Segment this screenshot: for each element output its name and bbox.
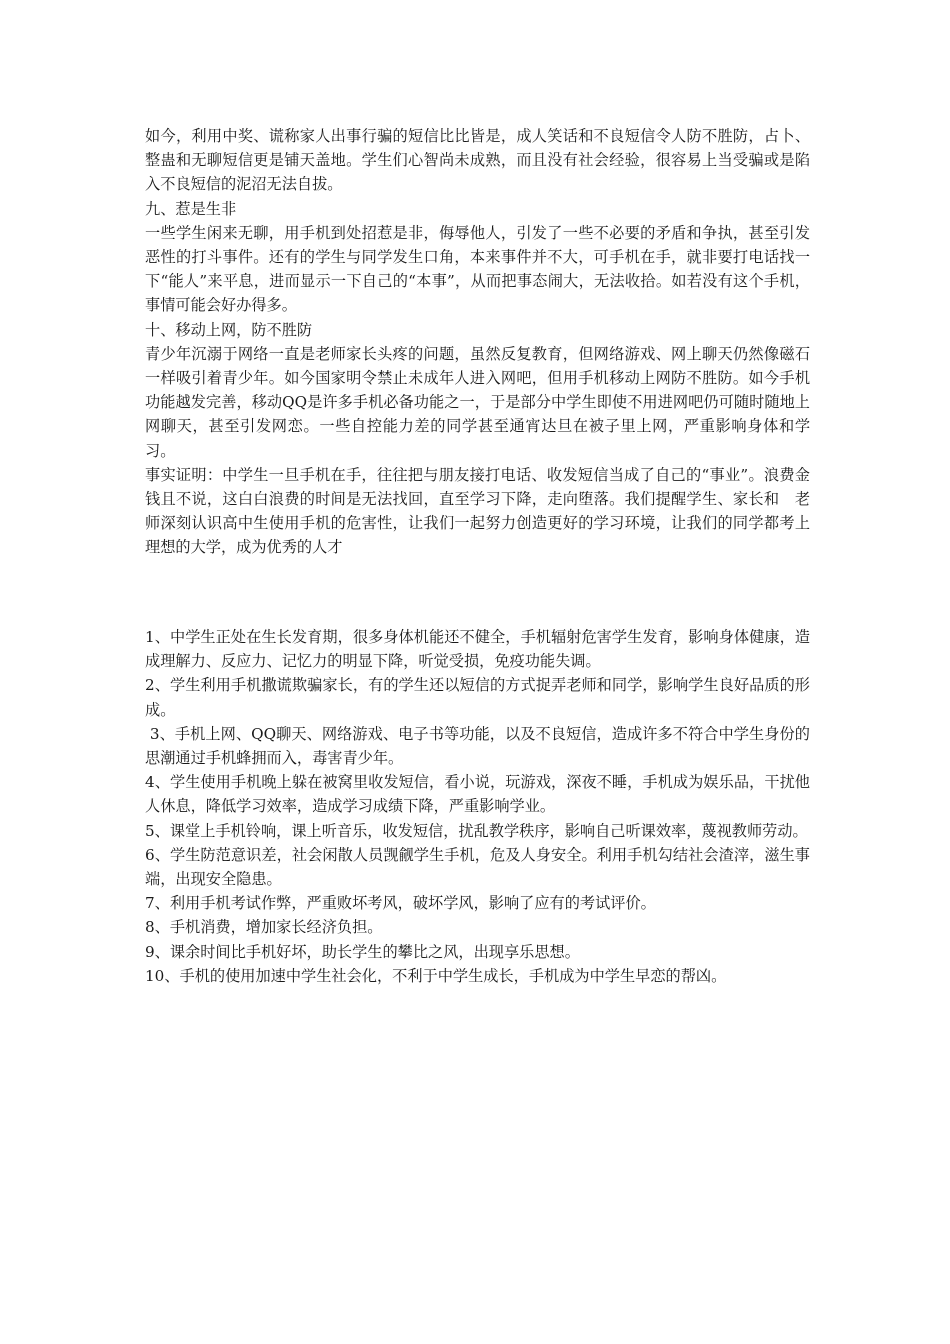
top-section (145, 124, 810, 560)
list-item: 4、学生使用手机晚上躲在被窝里收发短信，看小说，玩游戏，深夜不睡，手机成为娱乐品，干扰他人休息，降低学习效率，造成学习成绩下降，严重影响学业。 (145, 773, 810, 816)
list-item: 7、利用手机考试作弊，严重败坏考风，破坏学风，影响了应有的考试评价。 (145, 894, 656, 913)
list-item: 8、手机消费，增加家长经济负担。 (145, 918, 383, 937)
list-item: 3、手机上网、QQ聊天、网络游戏、电子书等功能，以及不良短信，造成许多不符合中学生身份的思潮通过手机蜂拥而入，毒害青少年。 (145, 724, 810, 768)
list-item: 2、学生利用手机撒谎欺骗家长，有的学生还以短信的方式捉弄老师和同学，影响学生良好品质的形成。 (145, 676, 810, 719)
list-item: 1、中学生正处在生长发育期，很多身体机能还不健全，手机辐射危害学生发育，影响身体健康，造成理解力、反应力、记忆力的明显下降，听觉受损，免疫功能失调。 (145, 628, 810, 671)
section-heading-9: 九、惹是生非 (145, 199, 237, 218)
section-paragraph-9: 一些学生闲来无聊，用手机到处招惹是非，侮辱他人，引发了一些不必要的矛盾和争执，甚至引发恶性的打斗事件。还有的学生与同学发生口角，本来事件并不大，可手机在手，就非要打电话找一下“能人”来平息，进而显示一下自己的“本事”，从而把事态闹大，无法收拾。如若没有这个手机，事情可能会好办得多。 (145, 223, 810, 315)
list-item: 10、手机的使用加速中学生社会化，不利于中学生成长，手机成为中学生早恋的帮凶。 (145, 966, 727, 985)
list-item: 9、课余时间比手机好坏，助长学生的攀比之风，出现享乐思想。 (145, 942, 580, 961)
list-item: 5、课堂上手机铃响，课上听音乐，收发短信，扰乱教学秩序，影响自己听课效率，蔑视教师劳动。 (145, 821, 808, 840)
list-item: 6、学生防范意识差，社会闲散人员觊觎学生手机，危及人身安全。利用手机勾结社会渣滓，滋生事端，出现安全隐患。 (145, 845, 810, 889)
conclusion-paragraph: 事实证明：中学生一旦手机在手，往往把与朋友接打电话、收发短信当成了自己的“事业”。浪费金钱且不说，这白白浪费的时间是无法找回，直至学习下降，走向堕落。我们提醒学生、家长和 老师深刻认识高中生使用手机的危害性，让我们一起努力创造更好的学习环境，让我们的同学都考上理想的大学，成为优秀的人才 (145, 465, 810, 557)
harms-list (145, 625, 810, 988)
section-paragraph-10: 青少年沉溺于网络一直是老师家长头疼的问题，虽然反复教育，但网络游戏、网上聊天仍然像磁石一样吸引着青少年。如今国家明令禁止未成年人进入网吧，但用手机移动上网防不胜防。如今手机功能越发完善，移动QQ是许多手机必备功能之一，于是部分中学生即使不用进网吧仍可随时随地上网聊天，甚至引发网恋。一些自控能力差的同学甚至通宵达旦在被子里上网，严重影响身体和学习。 (145, 344, 810, 460)
section-heading-10: 十、移动上网，防不胜防 (145, 320, 313, 339)
intro-paragraph: 如今，利用中奖、谎称家人出事行骗的短信比比皆是，成人笑话和不良短信令人防不胜防，占卜、整蛊和无聊短信更是铺天盖地。学生们心智尚未成熟，而且没有社会经验，很容易上当受骗或是陷入不良短信的泥沼无法自拔。 (145, 127, 810, 194)
